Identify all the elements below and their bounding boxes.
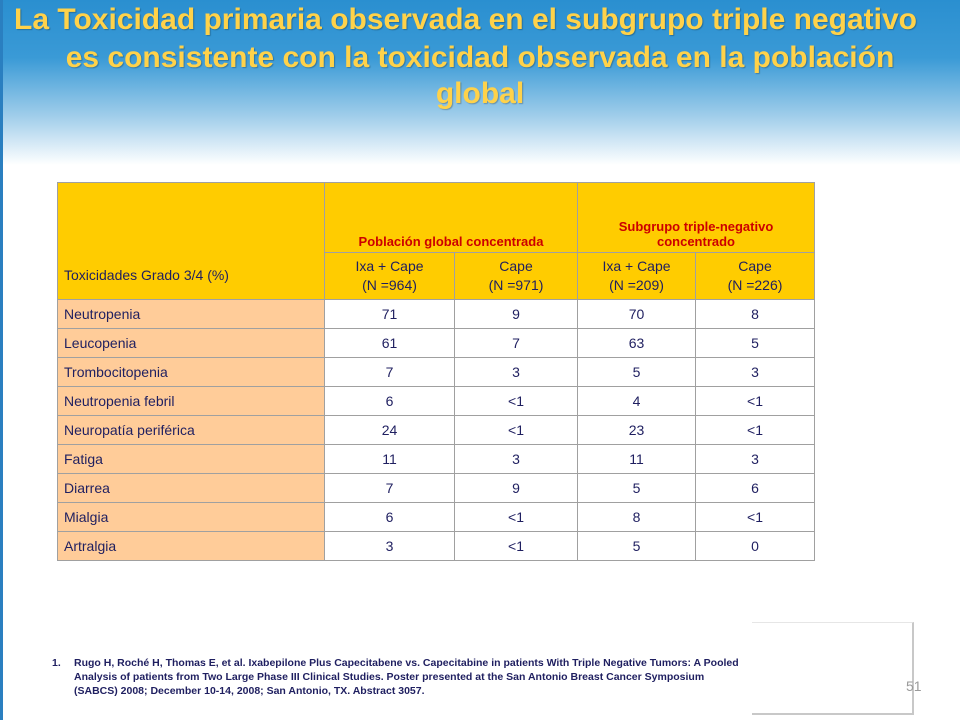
row-label: Mialgia [58,503,325,532]
row-value-cell: 3 [696,445,815,474]
toxicity-table [57,182,815,561]
column-header-line-1: Cape [738,258,772,274]
table-row [58,503,815,532]
column-header-global-cape [455,253,578,300]
row-value-cell: <1 [455,387,578,416]
row-value-cell: 3 [455,445,578,474]
row-value-cell: 6 [696,474,815,503]
table-row [58,329,815,358]
row-value-cell: 23 [578,416,696,445]
row-label: Fatiga [58,445,325,474]
row-value-cell: <1 [696,387,815,416]
column-header-triple-ixa-cape [578,253,696,300]
row-value-cell: 3 [455,358,578,387]
row-value-cell: 8 [578,503,696,532]
row-label: Leucopenia [58,329,325,358]
row-value-cell: 7 [455,329,578,358]
row-value-cell: <1 [696,503,815,532]
footnote-text: Rugo H, Roché H, Thomas E, et al. Ixabepilone Plus Capecitabene vs. Capecitabine in patients With Triple Negative Tumors: A Pooled Analysis of patients from Two Large Phase III Clinical Studies. Poster presented at the San Antonio Breast Cancer Symposium (SABCS) 2008; December 10-14, 2008; San Antonio, TX. Abstract 3057. [74,657,739,697]
group-header-triple-line-1: Subgrupo triple-negativo [618,219,774,234]
row-value-cell: 71 [325,300,455,329]
row-value-cell: 4 [578,387,696,416]
row-value-cell: 5 [696,329,815,358]
table-row [58,532,815,561]
row-value-cell: 0 [696,532,815,561]
row-value-cell: 8 [696,300,815,329]
row-value-cell: 63 [578,329,696,358]
row-value-cell: 7 [325,474,455,503]
row-label: Neuropatía periférica [58,416,325,445]
corner-label: Toxicidades Grado 3/4 (%) [58,253,325,300]
logo-placeholder-box [752,622,914,715]
slide-title-line-3: global [435,77,525,110]
row-value-cell: 6 [325,387,455,416]
slide-title-line-1: La Toxicidad primaria observada en el subgrupo triple negativo [14,3,917,36]
column-header-line-2: (N =209) [609,277,664,293]
row-value-cell: <1 [696,416,815,445]
table-row [58,416,815,445]
table-row [58,387,815,416]
table-body [58,300,815,561]
footnote-number: 1. [52,657,61,669]
table-row [58,300,815,329]
row-value-cell: 24 [325,416,455,445]
column-header-line-2: (N =226) [727,277,783,293]
row-value-cell: 3 [325,532,455,561]
column-header-line-1: Ixa + Cape [355,258,424,274]
column-header-line-2: (N =971) [488,277,544,293]
row-value-cell: 7 [325,358,455,387]
group-header-triple-negative [578,183,815,253]
page-number: 51 [906,678,922,694]
row-value-cell: 5 [578,532,696,561]
group-header-global: Población global concentrada [325,183,578,253]
row-value-cell: 5 [578,358,696,387]
row-value-cell: <1 [455,416,578,445]
row-value-cell: <1 [455,503,578,532]
row-value-cell: 11 [325,445,455,474]
row-label: Trombocitopenia [58,358,325,387]
column-header-line-2: (N =964) [362,277,417,293]
row-label: Neutropenia [58,300,325,329]
row-label: Neutropenia febril [58,387,325,416]
row-label: Artralgia [58,532,325,561]
row-value-cell: 9 [455,300,578,329]
table-corner-cell [58,183,325,253]
group-header-triple-line-2: concentrado [656,234,735,249]
row-value-cell: 6 [325,503,455,532]
column-header-global-ixa-cape [325,253,455,300]
table-row [58,474,815,503]
slide-title-line-2: es consistente con la toxicidad observada en la población [65,41,895,74]
column-header-triple-cape [696,253,815,300]
column-header-line-1: Cape [499,258,533,274]
table-header-group-row [58,183,815,253]
row-value-cell: 9 [455,474,578,503]
table-row [58,358,815,387]
row-label: Diarrea [58,474,325,503]
row-value-cell: 70 [578,300,696,329]
table-row [58,445,815,474]
row-value-cell: 5 [578,474,696,503]
row-value-cell: <1 [455,532,578,561]
row-value-cell: 11 [578,445,696,474]
table-header-column-row [58,253,815,300]
row-value-cell: 3 [696,358,815,387]
row-value-cell: 61 [325,329,455,358]
column-header-line-1: Ixa + Cape [602,258,671,274]
